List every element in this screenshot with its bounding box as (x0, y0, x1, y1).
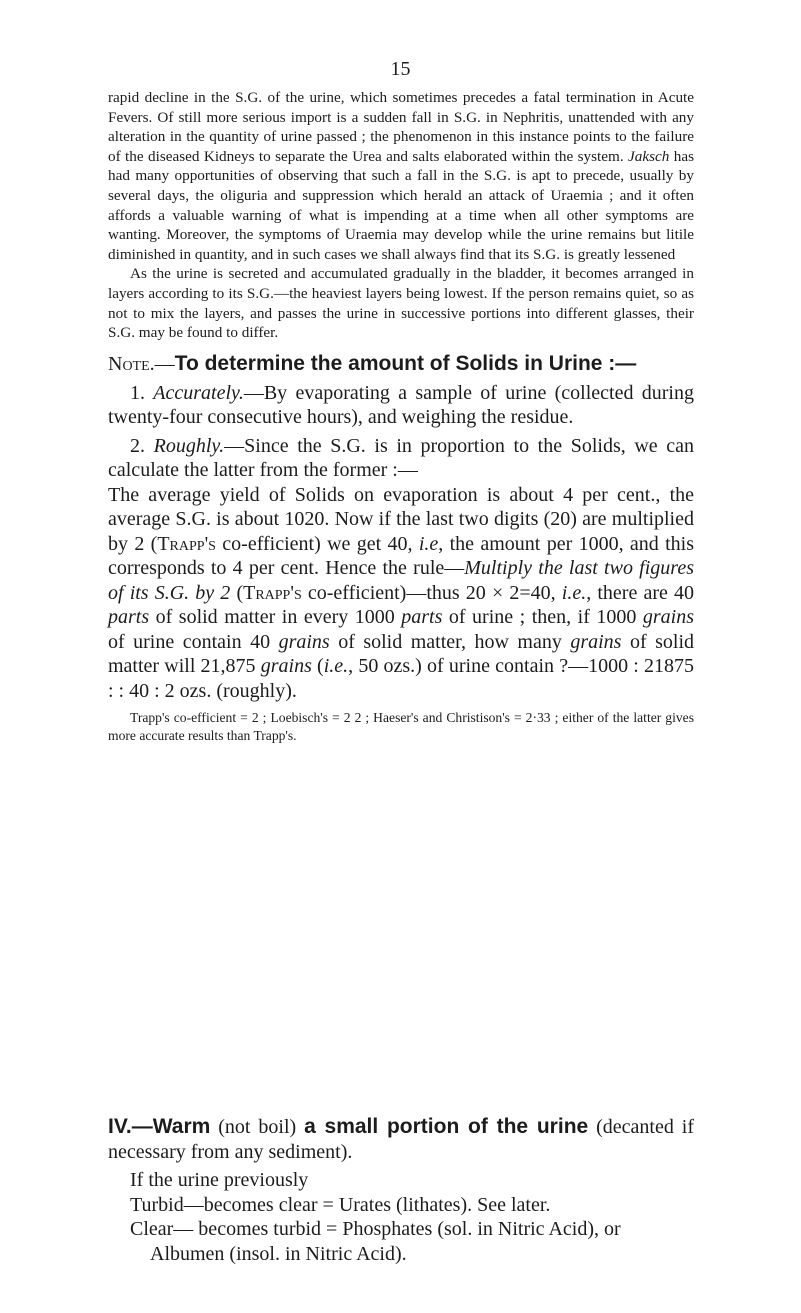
calc-em: i.e. (561, 581, 587, 604)
main-text (108, 88, 694, 343)
calc-text: , the amount per 1000, and this corresponds to 4 per cent. Hence the rule— (108, 532, 694, 579)
trapp-name: Trapp's (243, 581, 302, 604)
calc-text: of solid matter, how many (329, 630, 571, 653)
calc-text: of solid matter in every 1000 (149, 606, 402, 628)
rule-text: Multiply the last two figures of its S.G. by 2 (108, 557, 694, 604)
iv-list (108, 1168, 694, 1266)
calc-em: grains (642, 606, 694, 628)
p1-text: rapid decline in the S.G. of the urine, which sometimes precedes a fatal termination in Acute Fevers. Of still more serious import is a sudden fall in S.G. in Nephritis, unattended with any alteration in the quantity of urine passed ; the phenomenon in this instance points to the failure of the diseased Kidneys to separate the Urea and salts elaborated within the system. (108, 89, 694, 165)
item1-num: 1. (130, 381, 145, 404)
note-heading (108, 352, 694, 377)
note-label: Note.— (108, 353, 175, 375)
calc-text: ( (311, 655, 324, 677)
calc-text: of urine ; then, if 1000 (442, 606, 643, 628)
calc-text: , there are 40 (586, 581, 695, 604)
item2-num: 2. (130, 434, 145, 457)
calc-text: co-efficient)—thus 20 × 2=40, (301, 581, 562, 604)
calc-text: co-efficient) we get 40, (215, 532, 419, 555)
calc-em: i.e. (323, 655, 349, 677)
iv-heading (108, 1115, 694, 1164)
calc-em: grains (278, 630, 330, 653)
calc-em: parts (401, 606, 443, 628)
note-section (108, 352, 694, 744)
calc-text: , 50 ozs.) of urine contain ?—1000 : 21875 : : 40 : 2 ozs. (roughly). (108, 655, 694, 702)
calc-text: of urine contain 40 (108, 630, 279, 653)
item2-text: —Since the S.G. is in proportion to the Solids, we can calculate the latter from the former :— (108, 434, 694, 481)
iv-clear: Clear— becomes turbid = Phosphates (sol. in Nitric Acid), or Albumen (insol. in Nitric Acid). (130, 1218, 621, 1265)
iv-text: (decanted if necessary from any sediment). (108, 1116, 694, 1163)
calc-text: The average yield of Solids on evaporation is about 4 per cent., the average S.G. is about 1020. Now if the last two digits (20) are multiplied by 2 ( (108, 483, 694, 555)
author-name: Jaksch (628, 147, 670, 165)
paragraph-sg-decline (108, 88, 694, 264)
paragraph-layers: As the urine is secreted and accumulated gradually in the bladder, it becomes arranged in layers according to its S.G.—the heaviest layers being lowest. If the person remains quiet, so as not to mix the layers, and passes the urine in successive portions into different glasses, their S.G. may be found to differ. (108, 265, 694, 342)
iv-text: (not boil) (210, 1116, 305, 1138)
iv-bold: Warm (152, 1115, 211, 1138)
p1-rest: has had many opportunities of observing that such a fall in the S.G. is apt to precede, usually by several days, the oliguria and suppression which herald an attack of Uraemia ; and it often affords a valuable warning of what is impending at a time when all other symptoms are wanting. Moreover, the symptoms of Uraemia may develop while the urine remains but litile diminished in quantity, and in such cases we shall always find that its S.G. is greatly lessened (108, 147, 695, 263)
item-accurately (108, 381, 694, 430)
section-iv (108, 1115, 694, 1266)
trapp-name: Trapp's (157, 532, 216, 555)
item1-em: Accurately. (153, 381, 244, 404)
calc-text: ( (230, 581, 244, 604)
calc-em: grains (260, 655, 312, 677)
item-roughly (108, 434, 694, 483)
calc-text: of solid matter will 21,875 (108, 630, 694, 677)
calc-em: grains (570, 630, 622, 653)
coefficient-note: Trapp's co-efficient = 2 ; Loebisch's = 2 2 ; Haeser's and Christison's = 2·33 ; either of the latter gives more accurate results than Trapp's. (108, 710, 694, 743)
calc-em: i.e (418, 532, 439, 555)
iv-label: IV.— (108, 1115, 153, 1138)
iv-if: If the urine previously (130, 1169, 309, 1191)
note-heading-text: To determine the amount of Solids in Urine :— (174, 352, 637, 375)
item2-em: Roughly. (153, 434, 225, 457)
item1-text: —By evaporating a sample of urine (collected during twenty-four consecutive hours), and weighing the residue. (108, 381, 694, 428)
iv-turbid: Turbid—becomes clear = Urates (lithates). See later. (130, 1193, 551, 1216)
calc-em: parts (108, 606, 150, 628)
iv-bold2: a small portion of the urine (304, 1115, 589, 1138)
paragraph-calculation (108, 483, 694, 704)
page-number: 15 (390, 58, 411, 80)
